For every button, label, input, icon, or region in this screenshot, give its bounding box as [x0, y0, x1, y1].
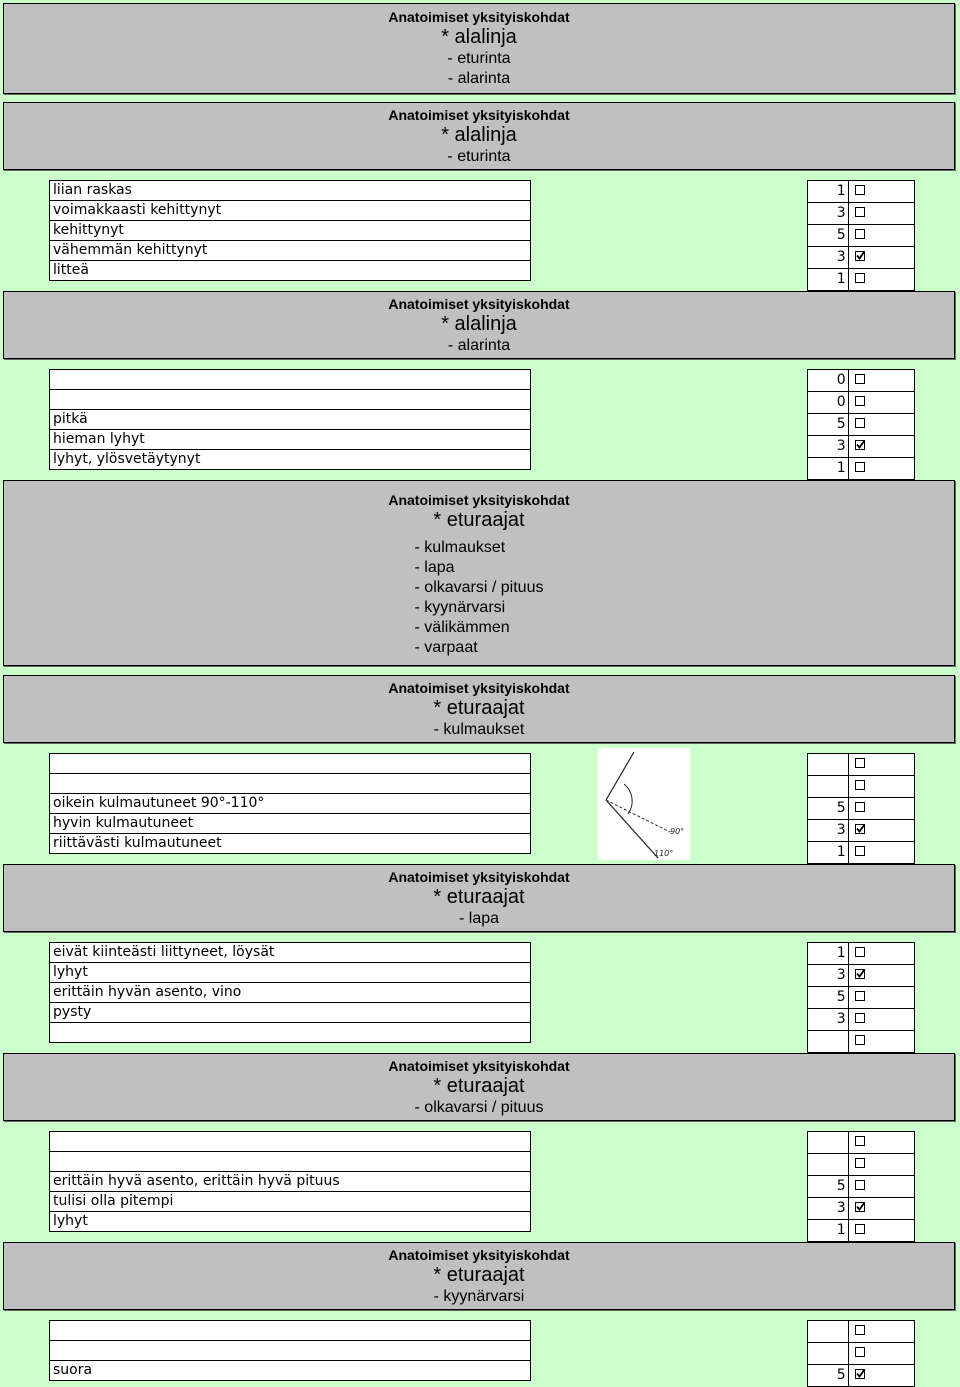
score-value: 1	[808, 458, 849, 480]
checkbox[interactable]	[855, 1035, 865, 1045]
section-header-alalinja	[3, 3, 955, 94]
checkbox-cell	[848, 458, 914, 480]
criteria-label: liian raskas	[50, 181, 531, 201]
checkbox[interactable]	[855, 1013, 865, 1023]
header-title: Anatoimiset yksityiskohdat	[388, 492, 570, 508]
criteria-label	[50, 1321, 531, 1341]
header-item: - varpaat	[414, 639, 478, 656]
checkbox[interactable]	[855, 418, 865, 428]
checkbox[interactable]	[855, 947, 865, 957]
checkbox-cell	[848, 1365, 914, 1387]
header-item: - alarinta	[447, 337, 511, 354]
checkbox-cell	[848, 1132, 914, 1154]
score-value: 3	[808, 965, 849, 987]
checkbox-cell	[848, 247, 914, 269]
score-row	[808, 1176, 915, 1198]
checkbox[interactable]	[855, 758, 865, 768]
criteria-label-table	[49, 942, 531, 1043]
score-row	[808, 247, 915, 269]
criteria-label: riittävästi kulmautuneet	[50, 834, 531, 854]
criteria-label: hieman lyhyt	[50, 430, 531, 450]
criteria-label	[50, 370, 531, 390]
checkbox[interactable]	[855, 1347, 865, 1357]
score-table	[807, 1320, 915, 1387]
checkbox[interactable]	[855, 374, 865, 384]
criteria-label: lyhyt	[50, 963, 531, 983]
header-subtitle: * alalinja	[441, 124, 517, 146]
checkbox-cell	[848, 987, 914, 1009]
checkbox[interactable]	[855, 991, 865, 1001]
header-subtitle: * eturaajat	[433, 697, 525, 719]
checkbox[interactable]	[855, 1325, 865, 1335]
header-title: Anatoimiset yksityiskohdat	[388, 680, 570, 696]
score-row	[808, 1365, 915, 1387]
header-title: Anatoimiset yksityiskohdat	[388, 107, 570, 123]
criteria-label: kehittynyt	[50, 221, 531, 241]
score-table	[807, 753, 915, 864]
criteria-label: erittäin hyvä asento, erittäin hyvä pituus	[50, 1172, 531, 1192]
criteria-label-table	[49, 1320, 531, 1381]
checkbox-cell	[848, 269, 914, 291]
angle-label-110: 110°	[654, 849, 674, 858]
checkbox[interactable]	[855, 229, 865, 239]
checkbox-cell	[848, 754, 914, 776]
checkbox-cell	[848, 436, 914, 458]
header-subtitle: * alalinja	[441, 313, 517, 335]
header-title: Anatoimiset yksityiskohdat	[388, 9, 570, 25]
header-item: - välikämmen	[414, 619, 510, 636]
checked-checkbox[interactable]	[855, 251, 865, 261]
header-subtitle: * alalinja	[441, 26, 517, 48]
criteria-label: tulisi olla pitempi	[50, 1192, 531, 1212]
score-row	[808, 203, 915, 225]
checked-checkbox[interactable]	[855, 1369, 865, 1379]
checkbox-cell	[848, 392, 914, 414]
checkbox[interactable]	[855, 1158, 865, 1168]
checkbox-cell	[848, 820, 914, 842]
score-row	[808, 436, 915, 458]
header-item: - kulmaukset	[414, 539, 506, 556]
checkbox[interactable]	[855, 396, 865, 406]
criteria-label-table	[49, 753, 531, 854]
header-item: - eturinta	[447, 148, 511, 165]
criteria-label: voimakkaasti kehittynyt	[50, 201, 531, 221]
score-row	[808, 798, 915, 820]
checkbox[interactable]	[855, 1180, 865, 1190]
score-table	[807, 1131, 915, 1242]
criteria-label: litteä	[50, 261, 531, 281]
score-table	[807, 942, 915, 1053]
section-header-eturinta	[3, 102, 955, 170]
score-value	[808, 1132, 849, 1154]
criteria-label	[50, 754, 531, 774]
score-value	[808, 1321, 849, 1343]
score-row	[808, 1198, 915, 1220]
score-value: 3	[808, 820, 849, 842]
score-value: 1	[808, 269, 849, 291]
criteria-label	[50, 1132, 531, 1152]
score-row	[808, 943, 915, 965]
score-row	[808, 776, 915, 798]
score-value: 0	[808, 392, 849, 414]
header-item: - alarinta	[447, 70, 511, 87]
criteria-label: hyvin kulmautuneet	[50, 814, 531, 834]
criteria-label	[50, 390, 531, 410]
checked-checkbox[interactable]	[855, 1202, 865, 1212]
score-value: 1	[808, 181, 849, 203]
criteria-label: lyhyt, ylösvetäytynyt	[50, 450, 531, 470]
score-row	[808, 181, 915, 203]
checkbox[interactable]	[855, 846, 865, 856]
score-value: 3	[808, 436, 849, 458]
checkbox[interactable]	[855, 462, 865, 472]
header-title: Anatoimiset yksityiskohdat	[388, 296, 570, 312]
header-subtitle: * eturaajat	[433, 886, 525, 908]
checkbox-cell	[848, 1220, 914, 1242]
header-item: - kyynärvarsi	[433, 1288, 525, 1305]
header-subtitle: * eturaajat	[433, 1075, 525, 1097]
checkbox[interactable]	[855, 273, 865, 283]
checkbox[interactable]	[855, 802, 865, 812]
score-table	[807, 180, 915, 291]
score-value: 5	[808, 414, 849, 436]
score-row	[808, 392, 915, 414]
checkbox-cell	[848, 1176, 914, 1198]
score-value	[808, 1031, 849, 1053]
checkbox-cell	[848, 1343, 914, 1365]
score-row	[808, 965, 915, 987]
score-value: 3	[808, 1198, 849, 1220]
score-value: 1	[808, 943, 849, 965]
checkbox-cell	[848, 1154, 914, 1176]
score-value	[808, 754, 849, 776]
header-title: Anatoimiset yksityiskohdat	[388, 1247, 570, 1263]
criteria-label: pitkä	[50, 410, 531, 430]
criteria-label-table	[49, 1131, 531, 1232]
score-value: 5	[808, 1365, 849, 1387]
score-value	[808, 1154, 849, 1176]
score-value: 5	[808, 798, 849, 820]
checkbox-cell	[848, 203, 914, 225]
score-row	[808, 414, 915, 436]
header-title: Anatoimiset yksityiskohdat	[388, 1058, 570, 1074]
checkbox[interactable]	[855, 1224, 865, 1234]
score-row	[808, 754, 915, 776]
checkbox-cell	[848, 842, 914, 864]
header-item: - lapa	[458, 910, 500, 927]
checkbox-cell	[848, 965, 914, 987]
score-row	[808, 1220, 915, 1242]
score-row	[808, 370, 915, 392]
checkbox-cell	[848, 181, 914, 203]
score-value: 0	[808, 370, 849, 392]
score-row	[808, 1132, 915, 1154]
criteria-label: oikein kulmautuneet 90°-110°	[50, 794, 531, 814]
checkbox-cell	[848, 370, 914, 392]
checked-checkbox[interactable]	[855, 969, 865, 979]
checkbox-cell	[848, 1009, 914, 1031]
criteria-label: suora	[50, 1361, 531, 1381]
angle-diagram-image	[598, 748, 690, 860]
header-item: - kyynärvarsi	[414, 599, 506, 616]
score-row	[808, 225, 915, 247]
score-value: 1	[808, 842, 849, 864]
criteria-label	[50, 1341, 531, 1361]
checkbox[interactable]	[855, 780, 865, 790]
score-value: 3	[808, 247, 849, 269]
criteria-label-table	[49, 180, 531, 281]
header-item: - lapa	[414, 559, 455, 576]
checked-checkbox[interactable]	[855, 440, 865, 450]
criteria-label	[50, 774, 531, 794]
criteria-label	[50, 1152, 531, 1172]
score-row	[808, 987, 915, 1009]
score-row	[808, 458, 915, 480]
checkbox[interactable]	[855, 207, 865, 217]
score-value: 1	[808, 1220, 849, 1242]
checkbox-cell	[848, 225, 914, 247]
score-value: 5	[808, 987, 849, 1009]
score-value	[808, 1343, 849, 1365]
score-row	[808, 1321, 915, 1343]
section-header-olkavarsi	[3, 1053, 955, 1121]
checkbox[interactable]	[855, 1136, 865, 1146]
checkbox-cell	[848, 1321, 914, 1343]
score-row	[808, 1343, 915, 1365]
score-value	[808, 776, 849, 798]
header-subtitle: * eturaajat	[433, 509, 525, 531]
score-row	[808, 1154, 915, 1176]
criteria-label: erittäin hyvän asento, vino	[50, 983, 531, 1003]
section-header-eturaajat-overview	[3, 480, 955, 666]
score-row	[808, 1009, 915, 1031]
header-item: - olkavarsi / pituus	[414, 1099, 544, 1116]
section-header-kulmaukset	[3, 675, 955, 743]
section-header-lapa	[3, 864, 955, 932]
header-subtitle: * eturaajat	[433, 1264, 525, 1286]
checkbox-cell	[848, 1198, 914, 1220]
checkbox-cell	[848, 943, 914, 965]
section-header-kyynarvarsi	[3, 1242, 955, 1310]
score-value: 5	[808, 1176, 849, 1198]
criteria-label: vähemmän kehittynyt	[50, 241, 531, 261]
criteria-label	[50, 1023, 531, 1043]
checkbox-cell	[848, 1031, 914, 1053]
header-item: - eturinta	[447, 50, 511, 67]
checkbox[interactable]	[855, 185, 865, 195]
header-item-list	[415, 538, 544, 658]
criteria-label-table	[49, 369, 531, 470]
checkbox-cell	[848, 776, 914, 798]
angle-label-90: 90°	[670, 827, 685, 836]
score-value: 3	[808, 203, 849, 225]
score-row	[808, 820, 915, 842]
score-table	[807, 369, 915, 480]
section-header-alarinta	[3, 291, 955, 359]
score-value: 3	[808, 1009, 849, 1031]
header-item: - kulmaukset	[433, 721, 525, 738]
score-row	[808, 1031, 915, 1053]
score-row	[808, 269, 915, 291]
score-row	[808, 842, 915, 864]
header-title: Anatoimiset yksityiskohdat	[388, 869, 570, 885]
criteria-label: pysty	[50, 1003, 531, 1023]
checked-checkbox[interactable]	[855, 824, 865, 834]
score-value: 5	[808, 225, 849, 247]
criteria-label: lyhyt	[50, 1212, 531, 1232]
checkbox-cell	[848, 798, 914, 820]
checkbox-cell	[848, 414, 914, 436]
header-item: - olkavarsi / pituus	[414, 579, 544, 596]
criteria-label: eivät kiinteästi liittyneet, löysät	[50, 943, 531, 963]
